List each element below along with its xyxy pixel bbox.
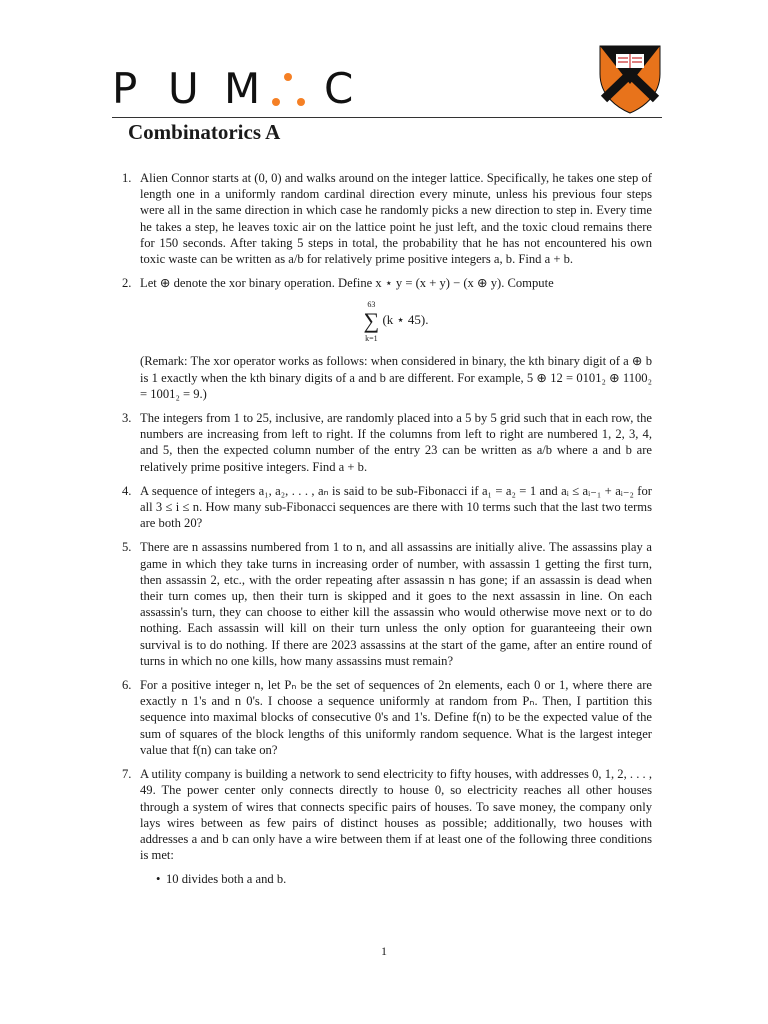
- sum-lower-limit: k=1: [365, 334, 378, 344]
- problem-text: Alien Connor starts at (0, 0) and walks around on the integer lattice. Specifically, he takes one step of length one in a uniformly random cardinal direction every minute, unless his previous four steps were all in the same direction in which case he randomly picks a new direction to step in. Every time he takes a step, he leaves toxic air on the lattice point he just left, and the toxic cloud remains there for 150 seconds. After taking 5 steps in total, the probability that he has not encountered his own toxic waste can be written as a/b for relatively prime positive integers a, b. Find a + b.: [140, 171, 652, 267]
- problem-number: 7.: [122, 767, 132, 782]
- problem-number: 5.: [122, 540, 132, 555]
- problem-number: 3.: [122, 411, 132, 426]
- problem-text: For a positive integer n, let Pₙ be the set of sequences of 2n elements, each 0 or 1, where there are exactly n 1's and n 0's. I choose a sequence uniformly at random from Pₙ. Then, I partition this sequence into maximal blocks of consecutive 0's and 1's. Define f(n) to be the expected value of the sum of squares of the block lengths of this uniformly random sequence. What is the largest integer value that f(n) can take on?: [140, 678, 652, 757]
- sigma-block: [364, 297, 380, 345]
- logo-letter-p: P: [112, 64, 138, 113]
- header-rule: [112, 117, 662, 118]
- page-number: 1: [381, 944, 387, 958]
- problem-number: 6.: [122, 678, 132, 693]
- problem-2: [122, 275, 652, 402]
- problem-6: [122, 677, 652, 758]
- logo-dots-icon: [268, 72, 308, 112]
- problem-3: [122, 410, 652, 475]
- problem-1: [122, 170, 652, 267]
- problem-text: A utility company is building a network to send electricity to fifty houses, with addresses 0, 1, 2, . . . , 49. The power center only connects directly to house 0, so electricity reaches all other houses through a system of wires that connects specific pairs of houses. To save money, the company only lays wires between as few pairs of distinct houses as possible; additionally, two houses with addresses a and b can only have a wire between them if at least one of the following three conditions is met:: [140, 767, 652, 863]
- sum-upper-limit: 63: [367, 300, 376, 310]
- problem-text: Let ⊕ denote the xor binary operation. Define x ⋆ y = (x + y) − (x ⊕ y). Compute: [140, 276, 554, 291]
- condition-bullet: • 10 divides both a and b.: [140, 871, 652, 887]
- logo-letter-u: U: [168, 64, 199, 113]
- logo-letter-m: M: [224, 64, 261, 113]
- problem-5: [122, 539, 652, 669]
- princeton-shield-icon: [598, 44, 662, 114]
- problem-7: [122, 766, 652, 887]
- problem-remark: (Remark: The xor operator works as follows: when considered in binary, the kth binary digit of a ⊕ b is 1 exactly when the kth binary digits of a and b are different. For example, 5 ⊕ 12 = 0101₂ ⊕ 1100₂ = 1001₂ = 9.): [140, 354, 652, 401]
- summation-display: [140, 297, 652, 345]
- problem-text: The integers from 1 to 25, inclusive, are randomly placed into a 5 by 5 grid such that in each row, the numbers are increasing from left to right. If the columns from left to right are numbered 1, 2, 3, 4, and 5, then the expected column number of the entry 23 can be written as a/b where a and b are relatively prime positive integers. Find a + b.: [140, 411, 652, 474]
- problem-list: [122, 170, 652, 896]
- logo-letter-c: C: [324, 64, 354, 113]
- problem-text: A sequence of integers a₁, a₂, . . . , aₙ is said to be sub-Fibonacci if a₁ = a₂ = 1 and aᵢ ≤ aᵢ₋₁ + aᵢ₋₂ for all 3 ≤ i ≤ n. How many sub-Fibonacci sequences are there with 10 terms such that the last two terms are both 20?: [140, 483, 652, 531]
- problem-number: 1.: [122, 171, 132, 185]
- problem-number: 2.: [122, 276, 132, 291]
- sum-body: (k ⋆ 45).: [382, 312, 429, 328]
- problem-number: 4.: [122, 483, 132, 498]
- problem-text: There are n assassins numbered from 1 to n, and all assassins are initially alive. The assassins play a game in which they take turns in increasing order of number, with assassin 1 getting the first turn, then assassin 2, etc., with the order repeating after assassin n has gone; if an assassin is dead when their turn comes up, then their turn is skipped and it goes to the next assassin in line. On each assassin's turn, they can choose to either kill the assassin who would otherwise move next or to do nothing. Each assassin will kill on their turn unless the only option for guaranteeing their own survival is to do nothing. If there are 2023 assassins at the start of the game, after an entire round of turns in which no one kills, how many assassins must remain?: [140, 540, 652, 668]
- sigma-icon: ∑: [363, 308, 380, 334]
- page-title: Combinatorics A: [128, 120, 281, 144]
- problem-4: [122, 483, 652, 532]
